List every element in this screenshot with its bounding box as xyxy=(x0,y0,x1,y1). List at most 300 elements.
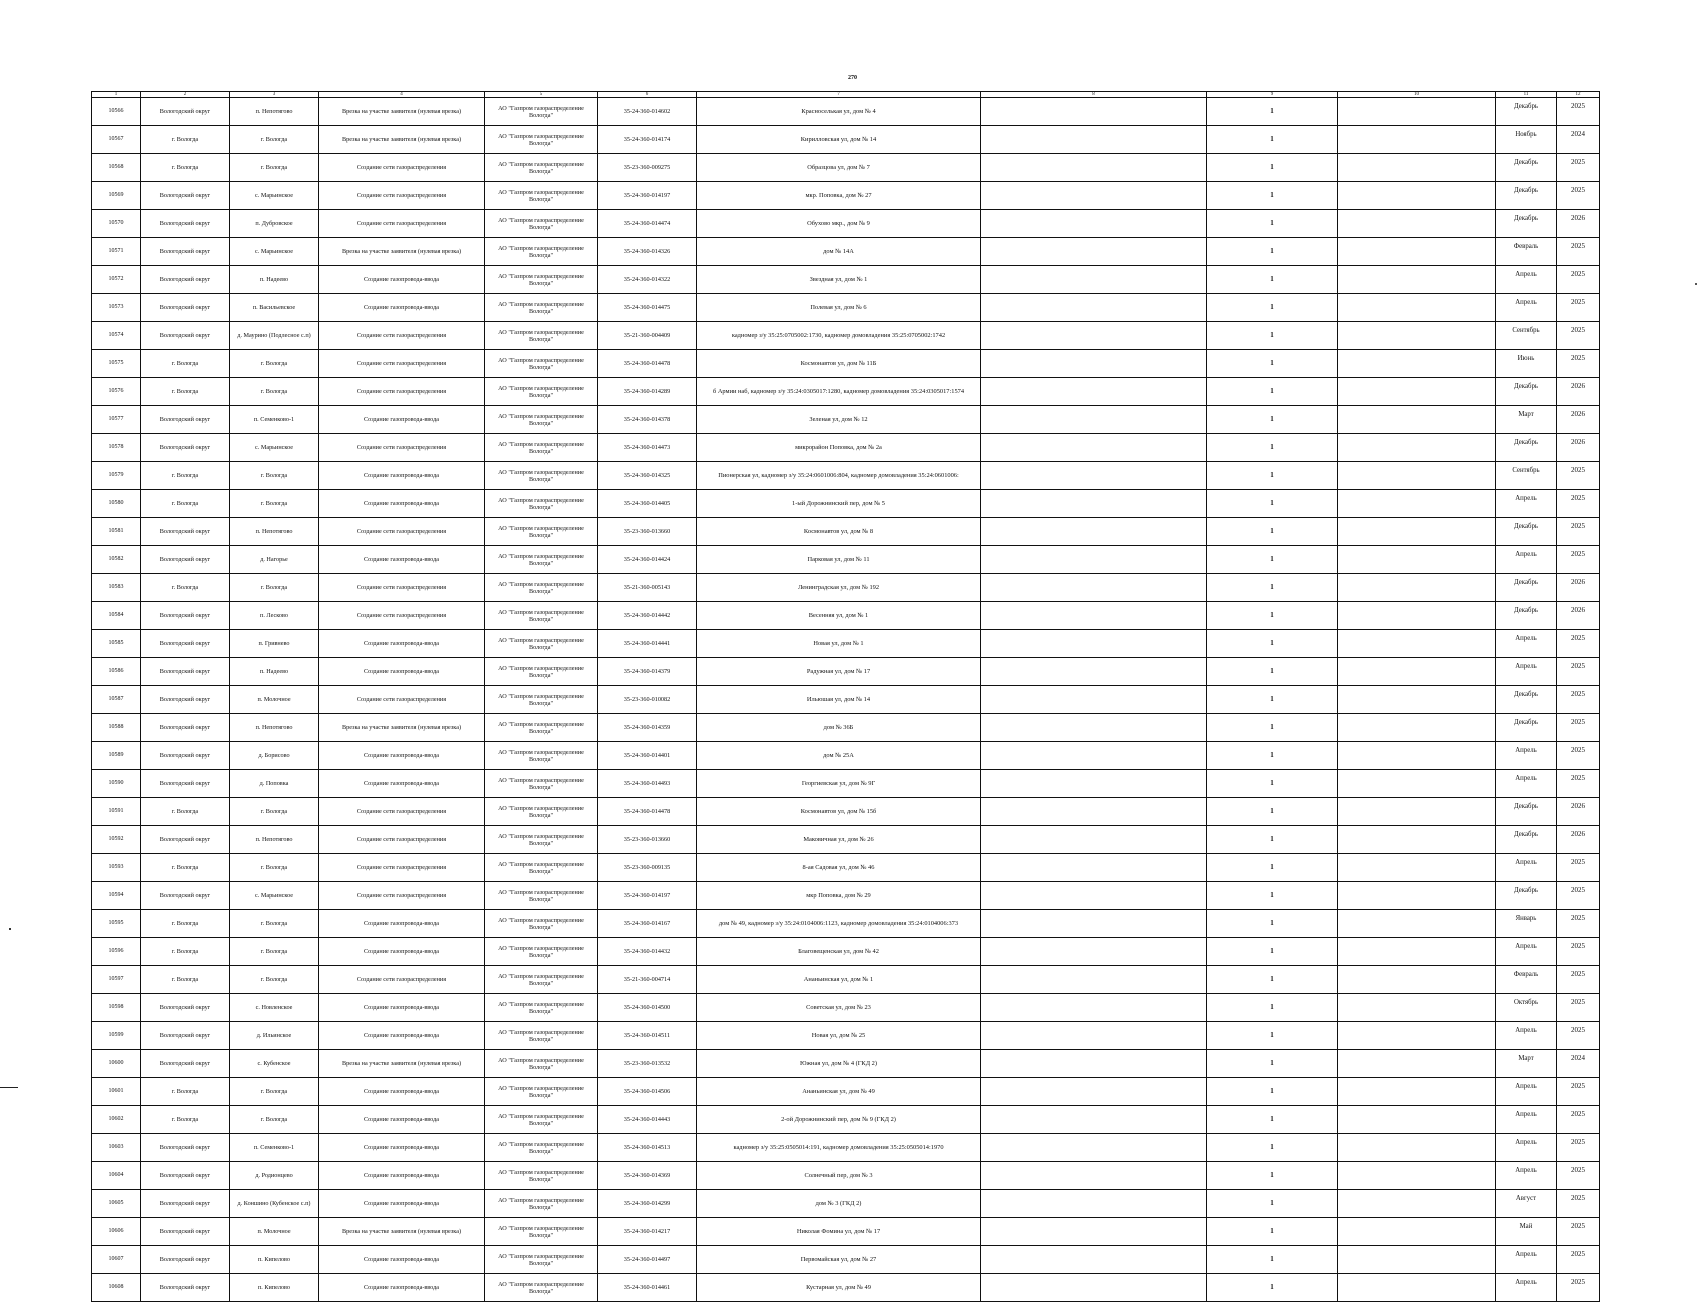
month-cell: Апрель xyxy=(1496,490,1557,518)
column-10-cell xyxy=(1338,490,1496,518)
quantity-cell: 1 xyxy=(1207,798,1338,826)
column-10-cell xyxy=(1338,434,1496,462)
row-number: 10576 xyxy=(92,378,141,406)
work-type-cell: Создание газопровода-ввода xyxy=(319,266,485,294)
district-cell: Вологодский округ xyxy=(141,1162,230,1190)
column-8-cell xyxy=(981,434,1207,462)
address-cell: 1-ый Дорожнинский пер, дом № 5 xyxy=(697,490,981,518)
month-cell: Апрель xyxy=(1496,1162,1557,1190)
column-8-cell xyxy=(981,966,1207,994)
column-8-cell xyxy=(981,1050,1207,1078)
month-cell: Апрель xyxy=(1496,1246,1557,1274)
column-10-cell xyxy=(1338,322,1496,350)
row-number: 10597 xyxy=(92,966,141,994)
month-cell: Декабрь xyxy=(1496,378,1557,406)
row-number: 10575 xyxy=(92,350,141,378)
quantity-cell: 1 xyxy=(1207,1022,1338,1050)
column-8-cell xyxy=(981,154,1207,182)
row-number: 10586 xyxy=(92,658,141,686)
district-cell: г. Вологда xyxy=(141,154,230,182)
year-cell: 2025 xyxy=(1557,1274,1600,1302)
column-number-12: 12 xyxy=(1557,92,1600,98)
address-cell: Космонавтов ул, дом № 15б xyxy=(697,798,981,826)
work-type-cell: Создание сети газораспределения xyxy=(319,966,485,994)
request-code-cell: 35-21-360-005143 xyxy=(598,574,697,602)
row-number: 10573 xyxy=(92,294,141,322)
district-cell: Вологодский округ xyxy=(141,630,230,658)
quantity-cell: 1 xyxy=(1207,966,1338,994)
address-cell: дом № 36Б xyxy=(697,714,981,742)
settlement-cell: п. Надеево xyxy=(230,658,319,686)
organization-cell: АО "Газпром газораспределение Вологда" xyxy=(485,210,598,238)
year-cell: 2024 xyxy=(1557,126,1600,154)
row-number: 10600 xyxy=(92,1050,141,1078)
table-row xyxy=(92,1190,1600,1218)
year-cell: 2025 xyxy=(1557,742,1600,770)
district-cell: Вологодский округ xyxy=(141,238,230,266)
request-code-cell: 35-24-360-014289 xyxy=(598,378,697,406)
table-row xyxy=(92,798,1600,826)
row-number: 10585 xyxy=(92,630,141,658)
column-8-cell xyxy=(981,126,1207,154)
month-cell: Декабрь xyxy=(1496,602,1557,630)
district-cell: Вологодский округ xyxy=(141,1274,230,1302)
district-cell: Вологодский округ xyxy=(141,406,230,434)
settlement-cell: п. Гривнево xyxy=(230,630,319,658)
table-row xyxy=(92,658,1600,686)
district-cell: Вологодский округ xyxy=(141,714,230,742)
table-row xyxy=(92,266,1600,294)
table-row xyxy=(92,210,1600,238)
column-10-cell xyxy=(1338,1134,1496,1162)
district-cell: Вологодский округ xyxy=(141,434,230,462)
table-row xyxy=(92,1050,1600,1078)
column-8-cell xyxy=(981,938,1207,966)
district-cell: г. Вологда xyxy=(141,462,230,490)
quantity-cell: 1 xyxy=(1207,154,1338,182)
row-number: 10569 xyxy=(92,182,141,210)
district-cell: г. Вологда xyxy=(141,126,230,154)
row-number: 10588 xyxy=(92,714,141,742)
column-10-cell xyxy=(1338,1078,1496,1106)
row-number: 10567 xyxy=(92,126,141,154)
month-cell: Январь xyxy=(1496,910,1557,938)
month-cell: Март xyxy=(1496,406,1557,434)
quantity-cell: 1 xyxy=(1207,1190,1338,1218)
column-8-cell xyxy=(981,574,1207,602)
address-cell: Новая ул, дом № 25 xyxy=(697,1022,981,1050)
organization-cell: АО "Газпром газораспределение Вологда" xyxy=(485,1218,598,1246)
column-8-cell xyxy=(981,210,1207,238)
work-type-cell: Создание газопровода-ввода xyxy=(319,1134,485,1162)
quantity-cell: 1 xyxy=(1207,714,1338,742)
work-type-cell: Врезка на участке заявителя (нулевая врезка) xyxy=(319,1218,485,1246)
settlement-cell: г. Вологда xyxy=(230,1106,319,1134)
district-cell: Вологодский округ xyxy=(141,518,230,546)
quantity-cell: 1 xyxy=(1207,910,1338,938)
row-number: 10571 xyxy=(92,238,141,266)
month-cell: Апрель xyxy=(1496,1078,1557,1106)
column-10-cell xyxy=(1338,350,1496,378)
request-code-cell: 35-23-360-010082 xyxy=(598,686,697,714)
year-cell: 2026 xyxy=(1557,434,1600,462)
year-cell: 2025 xyxy=(1557,266,1600,294)
month-cell: Апрель xyxy=(1496,742,1557,770)
month-cell: Декабрь xyxy=(1496,182,1557,210)
quantity-cell: 1 xyxy=(1207,742,1338,770)
column-8-cell xyxy=(981,686,1207,714)
work-type-cell: Создание газопровода-ввода xyxy=(319,1190,485,1218)
request-code-cell: 35-24-360-014442 xyxy=(598,602,697,630)
column-10-cell xyxy=(1338,546,1496,574)
year-cell: 2025 xyxy=(1557,546,1600,574)
settlement-cell: п. Семенково-1 xyxy=(230,1134,319,1162)
row-number: 10601 xyxy=(92,1078,141,1106)
organization-cell: АО "Газпром газораспределение Вологда" xyxy=(485,1078,598,1106)
year-cell: 2025 xyxy=(1557,1106,1600,1134)
work-type-cell: Создание газопровода-ввода xyxy=(319,406,485,434)
address-cell: Радужная ул, дом № 17 xyxy=(697,658,981,686)
year-cell: 2024 xyxy=(1557,1050,1600,1078)
table-row xyxy=(92,1274,1600,1302)
work-type-cell: Врезка на участке заявителя (нулевая врезка) xyxy=(319,98,485,126)
table-row xyxy=(92,462,1600,490)
row-number: 10605 xyxy=(92,1190,141,1218)
request-code-cell: 35-24-360-014475 xyxy=(598,294,697,322)
year-cell: 2026 xyxy=(1557,378,1600,406)
quantity-cell: 1 xyxy=(1207,854,1338,882)
column-8-cell xyxy=(981,1078,1207,1106)
quantity-cell: 1 xyxy=(1207,518,1338,546)
settlement-cell: г. Вологда xyxy=(230,350,319,378)
row-number: 10595 xyxy=(92,910,141,938)
column-8-cell xyxy=(981,826,1207,854)
column-10-cell xyxy=(1338,1162,1496,1190)
request-code-cell: 35-24-360-014441 xyxy=(598,630,697,658)
year-cell: 2025 xyxy=(1557,350,1600,378)
month-cell: Октябрь xyxy=(1496,994,1557,1022)
organization-cell: АО "Газпром газораспределение Вологда" xyxy=(485,882,598,910)
request-code-cell: 35-23-360-013660 xyxy=(598,826,697,854)
district-cell: г. Вологда xyxy=(141,798,230,826)
request-code-cell: 35-24-360-014405 xyxy=(598,490,697,518)
work-type-cell: Врезка на участке заявителя (нулевая врезка) xyxy=(319,238,485,266)
year-cell: 2025 xyxy=(1557,714,1600,742)
column-10-cell xyxy=(1338,994,1496,1022)
district-cell: г. Вологда xyxy=(141,1106,230,1134)
work-type-cell: Создание сети газораспределения xyxy=(319,574,485,602)
month-cell: Декабрь xyxy=(1496,882,1557,910)
year-cell: 2025 xyxy=(1557,1162,1600,1190)
table-row xyxy=(92,238,1600,266)
district-cell: Вологодский округ xyxy=(141,742,230,770)
column-8-cell xyxy=(981,490,1207,518)
column-10-cell xyxy=(1338,154,1496,182)
settlement-cell: д. Борисово xyxy=(230,742,319,770)
work-type-cell: Создание газопровода-ввода xyxy=(319,294,485,322)
document-table-sheet xyxy=(91,91,1599,1302)
quantity-cell: 1 xyxy=(1207,434,1338,462)
column-number-11: 11 xyxy=(1496,92,1557,98)
month-cell: Декабрь xyxy=(1496,798,1557,826)
month-cell: Сентябрь xyxy=(1496,462,1557,490)
request-code-cell: 35-24-360-014473 xyxy=(598,434,697,462)
work-type-cell: Создание газопровода-ввода xyxy=(319,910,485,938)
request-code-cell: 35-24-360-014478 xyxy=(598,350,697,378)
settlement-cell: п. Семенково-1 xyxy=(230,406,319,434)
year-cell: 2025 xyxy=(1557,882,1600,910)
work-type-cell: Создание газопровода-ввода xyxy=(319,546,485,574)
request-code-cell: 35-21-360-004409 xyxy=(598,322,697,350)
district-cell: Вологодский округ xyxy=(141,266,230,294)
column-8-cell xyxy=(981,854,1207,882)
settlement-cell: г. Вологда xyxy=(230,966,319,994)
table-row xyxy=(92,574,1600,602)
settlement-cell: п. Молочное xyxy=(230,1218,319,1246)
table-row xyxy=(92,994,1600,1022)
row-number: 10577 xyxy=(92,406,141,434)
settlement-cell: п. Непотягово xyxy=(230,518,319,546)
column-10-cell xyxy=(1338,742,1496,770)
work-type-cell: Создание газопровода-ввода xyxy=(319,1246,485,1274)
organization-cell: АО "Газпром газораспределение Вологда" xyxy=(485,574,598,602)
district-cell: г. Вологда xyxy=(141,1078,230,1106)
row-number: 10608 xyxy=(92,1274,141,1302)
column-8-cell xyxy=(981,294,1207,322)
row-number: 10568 xyxy=(92,154,141,182)
quantity-cell: 1 xyxy=(1207,826,1338,854)
row-number: 10566 xyxy=(92,98,141,126)
request-code-cell: 35-24-360-014500 xyxy=(598,994,697,1022)
column-10-cell xyxy=(1338,1022,1496,1050)
year-cell: 2026 xyxy=(1557,210,1600,238)
year-cell: 2025 xyxy=(1557,1134,1600,1162)
organization-cell: АО "Газпром газораспределение Вологда" xyxy=(485,826,598,854)
year-cell: 2025 xyxy=(1557,238,1600,266)
settlement-cell: п. Дубровское xyxy=(230,210,319,238)
quantity-cell: 1 xyxy=(1207,238,1338,266)
year-cell: 2025 xyxy=(1557,686,1600,714)
month-cell: Май xyxy=(1496,1218,1557,1246)
settlement-cell: д. Поповка xyxy=(230,770,319,798)
organization-cell: АО "Газпром газораспределение Вологда" xyxy=(485,518,598,546)
organization-cell: АО "Газпром газораспределение Вологда" xyxy=(485,1274,598,1302)
table-row xyxy=(92,98,1600,126)
column-number-4: 4 xyxy=(319,92,485,98)
column-number-3: 3 xyxy=(230,92,319,98)
quantity-cell: 1 xyxy=(1207,994,1338,1022)
month-cell: Апрель xyxy=(1496,658,1557,686)
district-cell: г. Вологда xyxy=(141,966,230,994)
address-cell: Георгиевская ул, дом № 9Г xyxy=(697,770,981,798)
settlement-cell: п. Молочное xyxy=(230,686,319,714)
row-number: 10582 xyxy=(92,546,141,574)
table-row xyxy=(92,770,1600,798)
work-type-cell: Создание сети газораспределения xyxy=(319,210,485,238)
request-code-cell: 35-24-360-014461 xyxy=(598,1274,697,1302)
column-8-cell xyxy=(981,798,1207,826)
column-10-cell xyxy=(1338,1274,1496,1302)
quantity-cell: 1 xyxy=(1207,1106,1338,1134)
column-10-cell xyxy=(1338,1246,1496,1274)
address-cell: Обухово мкр., дом № 9 xyxy=(697,210,981,238)
settlement-cell: п. Непотягово xyxy=(230,826,319,854)
district-cell: Вологодский округ xyxy=(141,602,230,630)
address-cell: Полевая ул, дом № 6 xyxy=(697,294,981,322)
column-number-1: 1 xyxy=(92,92,141,98)
request-code-cell: 35-24-360-014197 xyxy=(598,182,697,210)
address-cell: Южная ул, дом № 4 (ГКД 2) xyxy=(697,1050,981,1078)
address-cell: Первомайская ул, дом № 27 xyxy=(697,1246,981,1274)
district-cell: Вологодский округ xyxy=(141,1134,230,1162)
organization-cell: АО "Газпром газораспределение Вологда" xyxy=(485,1190,598,1218)
row-number: 10593 xyxy=(92,854,141,882)
row-number: 10594 xyxy=(92,882,141,910)
request-code-cell: 35-24-360-014326 xyxy=(598,238,697,266)
work-type-cell: Создание сети газораспределения xyxy=(319,182,485,210)
column-10-cell xyxy=(1338,518,1496,546)
settlement-cell: п. Кипелово xyxy=(230,1246,319,1274)
row-number: 10603 xyxy=(92,1134,141,1162)
table-row xyxy=(92,518,1600,546)
organization-cell: АО "Газпром газораспределение Вологда" xyxy=(485,686,598,714)
row-number: 10580 xyxy=(92,490,141,518)
work-type-cell: Создание газопровода-ввода xyxy=(319,742,485,770)
address-cell: Парковая ул, дом № 11 xyxy=(697,546,981,574)
work-type-cell: Создание сети газораспределения xyxy=(319,378,485,406)
address-cell: Космонавтов ул, дом № 8 xyxy=(697,518,981,546)
district-cell: Вологодский округ xyxy=(141,1246,230,1274)
quantity-cell: 1 xyxy=(1207,1134,1338,1162)
year-cell: 2025 xyxy=(1557,966,1600,994)
year-cell: 2025 xyxy=(1557,154,1600,182)
quantity-cell: 1 xyxy=(1207,574,1338,602)
column-8-cell xyxy=(981,602,1207,630)
address-cell: б Армии наб, кадномер з/у 35:24:0305017:1280, кадномер домовладения 35:24:0305017:1574 xyxy=(697,378,981,406)
organization-cell: АО "Газпром газораспределение Вологда" xyxy=(485,126,598,154)
column-10-cell xyxy=(1338,406,1496,434)
organization-cell: АО "Газпром газораспределение Вологда" xyxy=(485,966,598,994)
column-8-cell xyxy=(981,546,1207,574)
organization-cell: АО "Газпром газораспределение Вологда" xyxy=(485,490,598,518)
quantity-cell: 1 xyxy=(1207,182,1338,210)
district-cell: Вологодский округ xyxy=(141,322,230,350)
month-cell: Июнь xyxy=(1496,350,1557,378)
quantity-cell: 1 xyxy=(1207,490,1338,518)
settlement-cell: г. Вологда xyxy=(230,490,319,518)
address-cell: дом № 25А xyxy=(697,742,981,770)
column-8-cell xyxy=(981,322,1207,350)
column-8-cell xyxy=(981,266,1207,294)
district-cell: Вологодский округ xyxy=(141,210,230,238)
row-number: 10590 xyxy=(92,770,141,798)
settlement-cell: д. Коншино (Кубенское с.п) xyxy=(230,1190,319,1218)
quantity-cell: 1 xyxy=(1207,266,1338,294)
address-cell: кадномер з/у 35:25:0505014:191, кадномер домовладения 35:25:0505014:1970 xyxy=(697,1134,981,1162)
request-code-cell: 35-24-360-014197 xyxy=(598,882,697,910)
year-cell: 2026 xyxy=(1557,826,1600,854)
address-cell: Ананьинская ул, дом № 49 xyxy=(697,1078,981,1106)
quantity-cell: 1 xyxy=(1207,294,1338,322)
table-row xyxy=(92,126,1600,154)
organization-cell: АО "Газпром газораспределение Вологда" xyxy=(485,630,598,658)
work-type-cell: Создание сети газораспределения xyxy=(319,602,485,630)
request-code-cell: 35-24-360-014513 xyxy=(598,1134,697,1162)
row-number: 10602 xyxy=(92,1106,141,1134)
request-code-cell: 35-24-360-014401 xyxy=(598,742,697,770)
table-row xyxy=(92,826,1600,854)
address-cell: микрорайон Поповка, дом № 2а xyxy=(697,434,981,462)
column-8-cell xyxy=(981,350,1207,378)
address-cell: мкр Поповка, дом № 29 xyxy=(697,882,981,910)
request-code-cell: 35-21-360-004714 xyxy=(598,966,697,994)
settlement-cell: д. Ильинское xyxy=(230,1022,319,1050)
column-10-cell xyxy=(1338,770,1496,798)
column-10-cell xyxy=(1338,1218,1496,1246)
quantity-cell: 1 xyxy=(1207,210,1338,238)
request-code-cell: 35-24-360-014167 xyxy=(598,910,697,938)
row-number: 10606 xyxy=(92,1218,141,1246)
year-cell: 2025 xyxy=(1557,770,1600,798)
month-cell: Декабрь xyxy=(1496,518,1557,546)
address-cell: Ильюшая ул, дом № 14 xyxy=(697,686,981,714)
year-cell: 2025 xyxy=(1557,1246,1600,1274)
district-cell: г. Вологда xyxy=(141,854,230,882)
settlement-cell: п. Кипелово xyxy=(230,1274,319,1302)
row-number: 10598 xyxy=(92,994,141,1022)
organization-cell: АО "Газпром газораспределение Вологда" xyxy=(485,434,598,462)
table-row xyxy=(92,742,1600,770)
table-row xyxy=(92,1106,1600,1134)
column-8-cell xyxy=(981,518,1207,546)
row-number: 10570 xyxy=(92,210,141,238)
district-cell: Вологодский округ xyxy=(141,770,230,798)
scan-dot-mark xyxy=(9,928,11,930)
table-row xyxy=(92,1134,1600,1162)
address-cell: дом № 3 (ГКД 2) xyxy=(697,1190,981,1218)
column-number-8: 8 xyxy=(981,92,1207,98)
work-type-cell: Создание газопровода-ввода xyxy=(319,938,485,966)
work-type-cell: Создание сети газораспределения xyxy=(319,854,485,882)
month-cell: Апрель xyxy=(1496,630,1557,658)
settlement-cell: с. Марьинское xyxy=(230,434,319,462)
column-8-cell xyxy=(981,742,1207,770)
column-8-cell xyxy=(981,910,1207,938)
quantity-cell: 1 xyxy=(1207,602,1338,630)
district-cell: Вологодский округ xyxy=(141,546,230,574)
month-cell: Апрель xyxy=(1496,854,1557,882)
year-cell: 2025 xyxy=(1557,994,1600,1022)
year-cell: 2025 xyxy=(1557,910,1600,938)
row-number: 10584 xyxy=(92,602,141,630)
district-cell: г. Вологда xyxy=(141,490,230,518)
row-number: 10574 xyxy=(92,322,141,350)
year-cell: 2025 xyxy=(1557,658,1600,686)
organization-cell: АО "Газпром газораспределение Вологда" xyxy=(485,406,598,434)
address-cell: Звездная ул, дом № 1 xyxy=(697,266,981,294)
column-8-cell xyxy=(981,1134,1207,1162)
column-10-cell xyxy=(1338,602,1496,630)
settlement-cell: д. Маурино (Подлесное с.п) xyxy=(230,322,319,350)
table-body xyxy=(92,98,1600,1302)
column-number-7: 7 xyxy=(697,92,981,98)
settlement-cell: п. Непотягово xyxy=(230,98,319,126)
organization-cell: АО "Газпром газораспределение Вологда" xyxy=(485,714,598,742)
year-cell: 2026 xyxy=(1557,574,1600,602)
table-row xyxy=(92,1218,1600,1246)
settlement-cell: г. Вологда xyxy=(230,462,319,490)
column-10-cell xyxy=(1338,630,1496,658)
